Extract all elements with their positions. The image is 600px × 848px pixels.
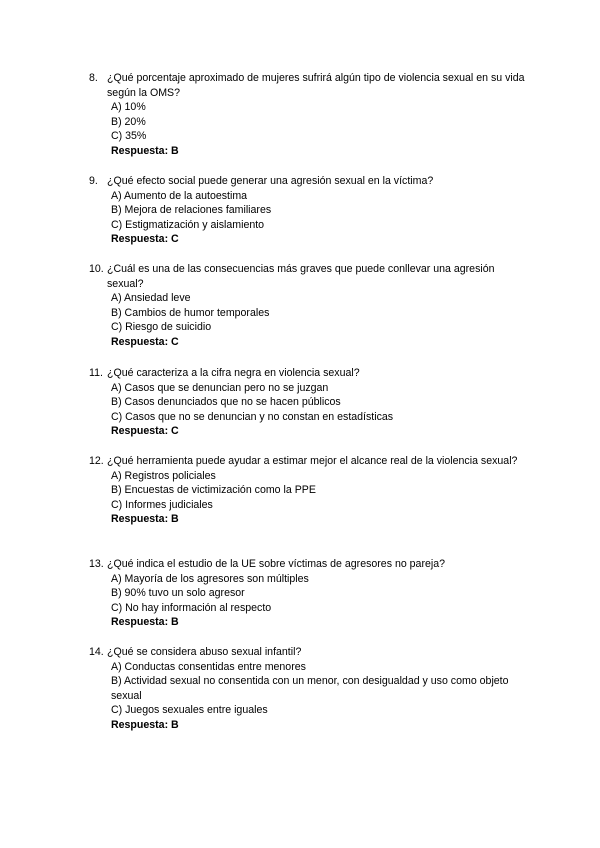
question-text: ¿Cuál es una de las consecuencias más graves que puede conllevar una agresión sexual? — [107, 263, 495, 290]
option-a: A) Conductas consentidas entre menores — [111, 660, 306, 673]
question-number: 8. — [89, 72, 98, 84]
question-text: ¿Qué herramienta puede ayudar a estimar mejor el alcance real de la violencia sexual? — [107, 455, 518, 467]
answer: Respuesta: C — [111, 335, 179, 348]
option-c: C) No hay información al respecto — [111, 601, 272, 614]
option-a: A) Mayoría de los agresores son múltiples — [111, 572, 309, 585]
question-text: ¿Qué se considera abuso sexual infantil? — [107, 646, 302, 658]
option-c: C) Estigmatización y aislamiento — [111, 218, 265, 231]
answer: Respuesta: B — [111, 718, 179, 731]
question-8 — [89, 71, 529, 159]
question-number: 9. — [89, 175, 98, 187]
question-text: ¿Qué indica el estudio de la UE sobre víctimas de agresores no pareja? — [107, 558, 446, 570]
answer: Respuesta: B — [111, 513, 179, 526]
question-number: 12. — [89, 455, 104, 467]
option-b: B) 20% — [111, 115, 146, 128]
option-c: C) Casos que no se denuncian y no constan en estadísticas — [111, 410, 394, 423]
question-12 — [89, 454, 529, 527]
option-b: B) 90% tuvo un solo agresor — [111, 587, 245, 600]
option-a: A) Registros policiales — [111, 469, 216, 482]
question-text: ¿Qué caracteriza a la cifra negra en violencia sexual? — [107, 367, 360, 379]
option-a: A) Aumento de la autoestima — [111, 189, 248, 202]
question-10 — [89, 262, 529, 350]
option-c: C) 35% — [111, 130, 147, 143]
question-number: 14. — [89, 646, 104, 658]
option-a: A) Ansiedad leve — [111, 292, 191, 305]
option-b: B) Encuestas de victimización como la PPE — [111, 484, 316, 497]
option-a: A) Casos que se denuncian pero no se juzgan — [111, 381, 329, 394]
option-b: B) Cambios de humor temporales — [111, 306, 270, 319]
answer: Respuesta: C — [111, 425, 179, 438]
option-b: B) Casos denunciados que no se hacen públicos — [111, 396, 341, 409]
option-b: B) Actividad sexual no consentida con un menor, con desigualdad y uso como objeto sexual — [111, 675, 509, 702]
answer: Respuesta: B — [111, 144, 179, 157]
question-14 — [89, 645, 529, 733]
question-text: ¿Qué efecto social puede generar una agresión sexual en la víctima? — [107, 175, 434, 187]
option-a: A) 10% — [111, 101, 146, 114]
option-c: C) Informes judiciales — [111, 498, 213, 511]
option-c: C) Riesgo de suicidio — [111, 321, 212, 334]
question-text: ¿Qué porcentaje aproximado de mujeres sufrirá algún tipo de violencia sexual en su vida según la OMS? — [107, 72, 525, 99]
answer: Respuesta: B — [111, 616, 179, 629]
question-number: 13. — [89, 558, 104, 570]
question-13 — [89, 557, 529, 630]
question-11 — [89, 366, 529, 439]
answer: Respuesta: C — [111, 233, 179, 246]
question-9 — [89, 174, 529, 247]
question-number: 10. — [89, 263, 104, 275]
option-b: B) Mejora de relaciones familiares — [111, 204, 272, 217]
option-c: C) Juegos sexuales entre iguales — [111, 704, 268, 717]
question-number: 11. — [89, 367, 103, 379]
